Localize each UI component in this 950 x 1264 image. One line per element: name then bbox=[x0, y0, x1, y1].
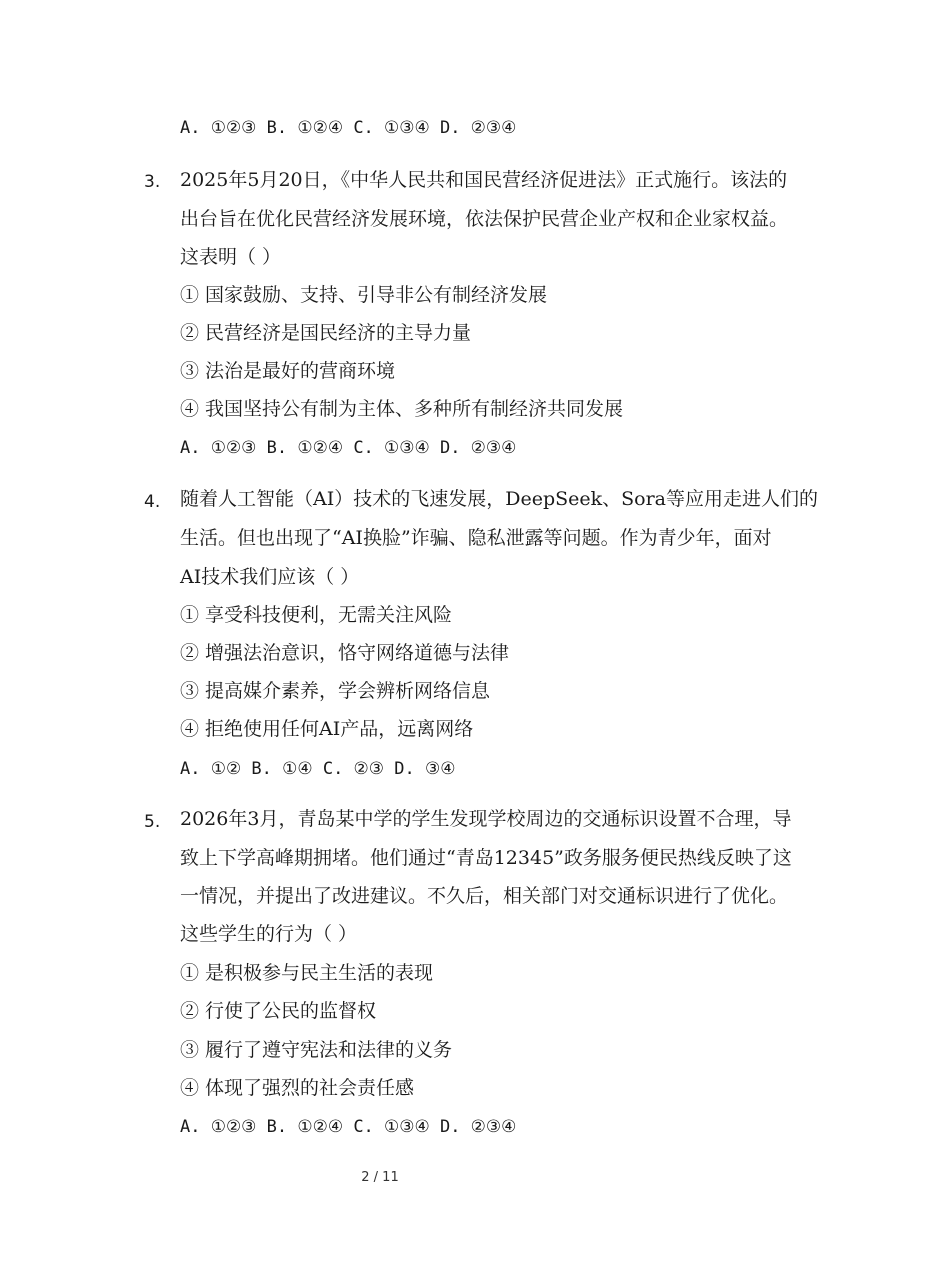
q5-stem-line-2: 致上下学高峰期拥堵。他们通过“青岛12345”政务服务便民热线反映了这 bbox=[180, 847, 792, 869]
q4-option-4: ④ 拒绝使用任何AI产品，远离网络 bbox=[180, 718, 474, 740]
q5-option-2: ② 行使了公民的监督权 bbox=[180, 1000, 377, 1022]
q5-option-4: ④ 体现了强烈的社会责任感 bbox=[180, 1077, 415, 1099]
q5-option-3: ③ 履行了遵守宪法和法律的义务 bbox=[180, 1039, 453, 1061]
q3-option-4: ④ 我国坚持公有制为主体、多种所有制经济共同发展 bbox=[180, 398, 624, 420]
q3-stem-line-2: 出台旨在优化民营经济发展环境，依法保护民营企业产权和企业家权益。 bbox=[180, 208, 789, 230]
q4-answer-choices: A. ①② B. ①④ C. ②③ D. ③④ bbox=[180, 759, 456, 779]
q4-option-3: ③ 提高媒介素养，学会辨析网络信息 bbox=[180, 680, 491, 702]
q4-option-1: ① 享受科技便利，无需关注风险 bbox=[180, 604, 453, 626]
q4-number: 4. bbox=[144, 492, 161, 512]
q5-stem-line-1: 2026年3月，青岛某中学的学生发现学校周边的交通标识设置不合理，导 bbox=[180, 808, 792, 830]
q2-answer-choices: A. ①②③ B. ①②④ C. ①③④ D. ②③④ bbox=[180, 118, 517, 138]
q5-number: 5. bbox=[144, 812, 161, 832]
q3-answer-choices: A. ①②③ B. ①②④ C. ①③④ D. ②③④ bbox=[180, 438, 517, 458]
q3-number: 3. bbox=[144, 172, 161, 192]
q4-option-2: ② 增强法治意识，恪守网络道德与法律 bbox=[180, 642, 510, 664]
q3-stem-line-1: 2025年5月20日，《中华人民共和国民营经济促进法》正式施行。该法的 bbox=[180, 169, 788, 191]
q3-option-3: ③ 法治是最好的营商环境 bbox=[180, 360, 396, 382]
q3-option-1: ① 国家鼓励、支持、引导非公有制经济发展 bbox=[180, 284, 548, 306]
q5-option-1: ① 是积极参与民主生活的表现 bbox=[180, 962, 434, 984]
q3-stem-line-3: 这表明（ ） bbox=[180, 246, 282, 268]
page-number: 2 / 11 bbox=[361, 1170, 399, 1185]
q5-stem-line-3: 一情况，并提出了改进建议。不久后，相关部门对交通标识进行了优化。 bbox=[180, 885, 789, 907]
q5-answer-choices: A. ①②③ B. ①②④ C. ①③④ D. ②③④ bbox=[180, 1117, 517, 1137]
q4-stem-line-1: 随着人工智能（AI）技术的飞速发展，DeepSeek、Sora等应用走进人们的 bbox=[180, 488, 818, 510]
q3-option-2: ② 民营经济是国民经济的主导力量 bbox=[180, 322, 472, 344]
q4-stem-line-3: AI技术我们应该（ ） bbox=[180, 566, 360, 588]
q4-stem-line-2: 生活。但也出现了“AI换脸”诈骗、隐私泄露等问题。作为青少年，面对 bbox=[180, 527, 772, 549]
q5-stem-line-4: 这些学生的行为（ ） bbox=[180, 923, 358, 945]
